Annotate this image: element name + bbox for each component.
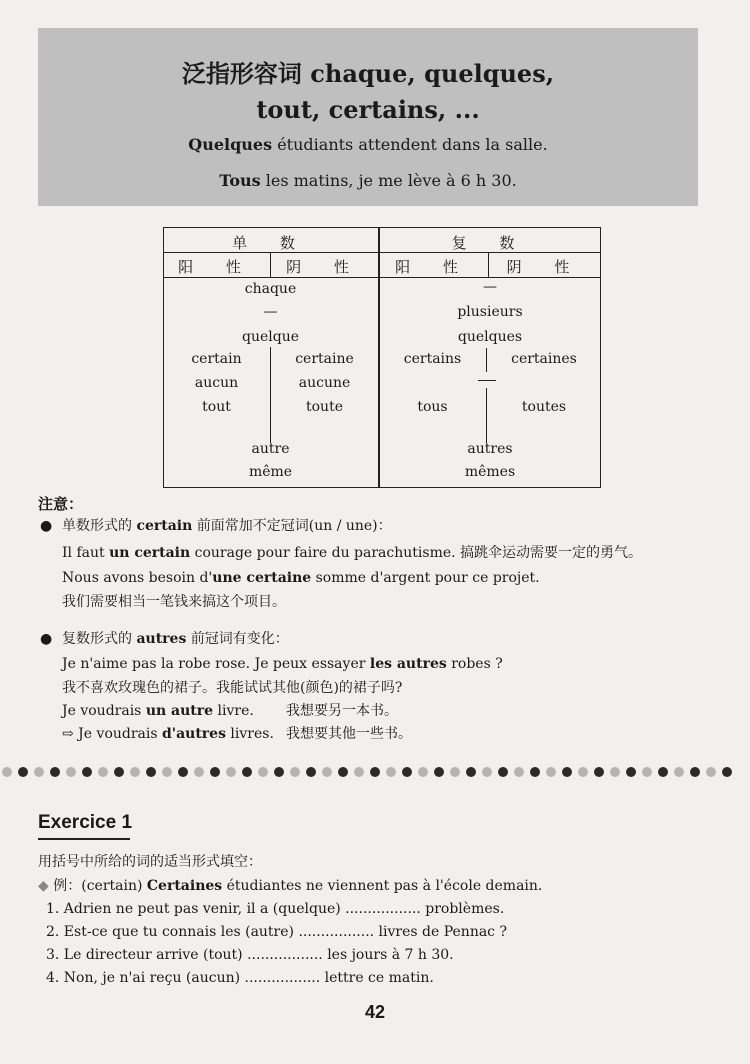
separator-dot (674, 767, 684, 777)
separator-dot (50, 767, 60, 777)
separator-dot (338, 767, 348, 777)
separator-dot (98, 767, 108, 777)
note2-heading: 复数形式的 autres 前冠词有变化： (62, 631, 289, 647)
separator-dot (434, 767, 444, 777)
separator-dot (402, 767, 412, 777)
separator-dot (18, 767, 28, 777)
table-subheader-fem-sg: 阴 性 (286, 258, 363, 276)
cell-autre: autre (251, 441, 290, 457)
separator-dot (114, 767, 124, 777)
separator-dot (690, 767, 700, 777)
separator-dot (194, 767, 204, 777)
separator-dot (578, 767, 588, 777)
separator-dot (34, 767, 44, 777)
notes-title: 注意： (38, 495, 84, 513)
table-header-singular: 单 数 (232, 234, 309, 252)
separator-dot (706, 767, 716, 777)
page-title-line1: 泛指形容词 chaque, quelques, (181, 59, 555, 88)
separator-dot (514, 767, 524, 777)
table-row-divider-2 (163, 277, 601, 278)
separator-dot (722, 767, 732, 777)
table-header-plural: 复 数 (451, 234, 529, 252)
table-subheader-masc-sg: 阳 性 (178, 258, 255, 276)
note1-line2: Nous avons besoin d'une certaine somme d'argent pour ce projet. (62, 570, 540, 586)
page-number: 42 (364, 1002, 386, 1022)
separator-dot (450, 767, 460, 777)
bullet-1: ● (40, 518, 53, 534)
separator-dot (290, 767, 300, 777)
separator-dot (530, 767, 540, 777)
cell-quelques: quelques (457, 329, 523, 345)
separator-dot (146, 767, 156, 777)
separator-dot (386, 767, 396, 777)
header-example-2: Tous les matins, je me lève à 6 h 30. (219, 171, 517, 190)
arrow-right-icon: ⇨ (62, 726, 74, 742)
note1-heading: 单数形式的 certain 前面常加不定冠词(un / une)： (62, 518, 392, 534)
cell-certaines: certaines (511, 351, 577, 367)
separator-dot (66, 767, 76, 777)
note2-line3-cn: 我想要另一本书。 (286, 703, 398, 719)
plural-dash-middle (478, 380, 496, 381)
header-example-1: Quelques étudiants attendent dans la salle. (188, 135, 548, 154)
separator-dot (306, 767, 316, 777)
separator-dot (210, 767, 220, 777)
cell-memes: mêmes (464, 464, 516, 480)
exercise-item-2: 2. Est-ce que tu connais les (autre) ................. livres de Pennac ? (46, 924, 507, 940)
cell-meme: même (248, 464, 293, 480)
cell-tous: tous (417, 399, 448, 415)
separator-dot (178, 767, 188, 777)
separator-dot (626, 767, 636, 777)
separator-dot (482, 767, 492, 777)
exercise-example: ◆ 例：(certain) Certaines étudiantes ne viennent pas à l'école demain. (38, 878, 543, 894)
cell-quelque: quelque (241, 329, 299, 345)
note2-line3: Je voudrais un autre livre. (62, 703, 254, 719)
page-title-line2: tout, certains, ... (256, 95, 480, 124)
note2-line4: ⇨ Je voudrais d'autres livres. (62, 726, 274, 742)
separator-dot (242, 767, 252, 777)
exercise-item-1: 1. Adrien ne peut pas venir, il a (quelque) ................. problèmes. (46, 901, 505, 917)
cell-tout: tout (202, 399, 231, 415)
separator-dot (466, 767, 476, 777)
separator-dot (658, 767, 668, 777)
cell-toute: toute (306, 399, 343, 415)
separator-dot (162, 767, 172, 777)
table-subheader-fem-pl: 阴 性 (506, 258, 584, 276)
separator-dot (562, 767, 572, 777)
cell-certain: certain (191, 351, 242, 367)
plural-divider-lower (486, 388, 487, 443)
cell-plusieurs: plusieurs (457, 304, 523, 320)
cell-aucun: aucun (194, 375, 239, 391)
cell-toutes: toutes (521, 399, 567, 415)
separator-dot (418, 767, 428, 777)
cell-certains: certains (403, 351, 462, 367)
separator-dot (130, 767, 140, 777)
separator-dot (370, 767, 380, 777)
table-subheader-masc-pl: 阳 性 (395, 258, 472, 276)
separator-dot (274, 767, 284, 777)
note1-line1: Il faut un certain courage pour faire du parachutisme. 搞跳伞运动需要一定的勇气。 (62, 545, 643, 561)
separator-dot (258, 767, 268, 777)
cell-autres: autres (467, 441, 513, 457)
cell-dash-plural: — (483, 279, 497, 295)
exercise-item-3: 3. Le directeur arrive (tout) ................. les jours à 7 h 30. (46, 947, 454, 963)
separator-dot (82, 767, 92, 777)
note2-line1: Je n'aime pas la robe rose. Je peux essayer les autres robes ? (62, 656, 503, 672)
diamond-icon: ◆ (38, 878, 49, 894)
bullet-2: ● (40, 631, 53, 647)
note2-line4-cn: 我想要其他一些书。 (286, 726, 412, 742)
exercise-item-4: 4. Non, je n'ai reçu (aucun) ................. lettre ce matin. (46, 970, 434, 986)
separator-dot (354, 767, 364, 777)
separator-dot (498, 767, 508, 777)
separator-dot (642, 767, 652, 777)
cell-chaque: chaque (244, 281, 297, 297)
separator-dot (2, 767, 12, 777)
exercise-instruction: 用括号中所给的词的适当形式填空： (38, 854, 262, 870)
separator-dot (594, 767, 604, 777)
note1-line3: 我们需要相当一笔钱来搞这个项目。 (62, 594, 286, 610)
separator-dot (226, 767, 236, 777)
exercise-heading-underline (38, 838, 130, 840)
dotted-separator (0, 762, 750, 782)
note2-line2: 我不喜欢玫瑰色的裙子。我能试试其他(颜色)的裙子吗? (62, 680, 403, 696)
separator-dot (610, 767, 620, 777)
separator-dot (322, 767, 332, 777)
cell-certaine: certaine (295, 351, 354, 367)
exercise-heading: Exercice 1 (38, 812, 133, 833)
cell-aucune: aucune (298, 375, 351, 391)
cell-dash-singular: — (263, 304, 278, 320)
separator-dot (546, 767, 556, 777)
